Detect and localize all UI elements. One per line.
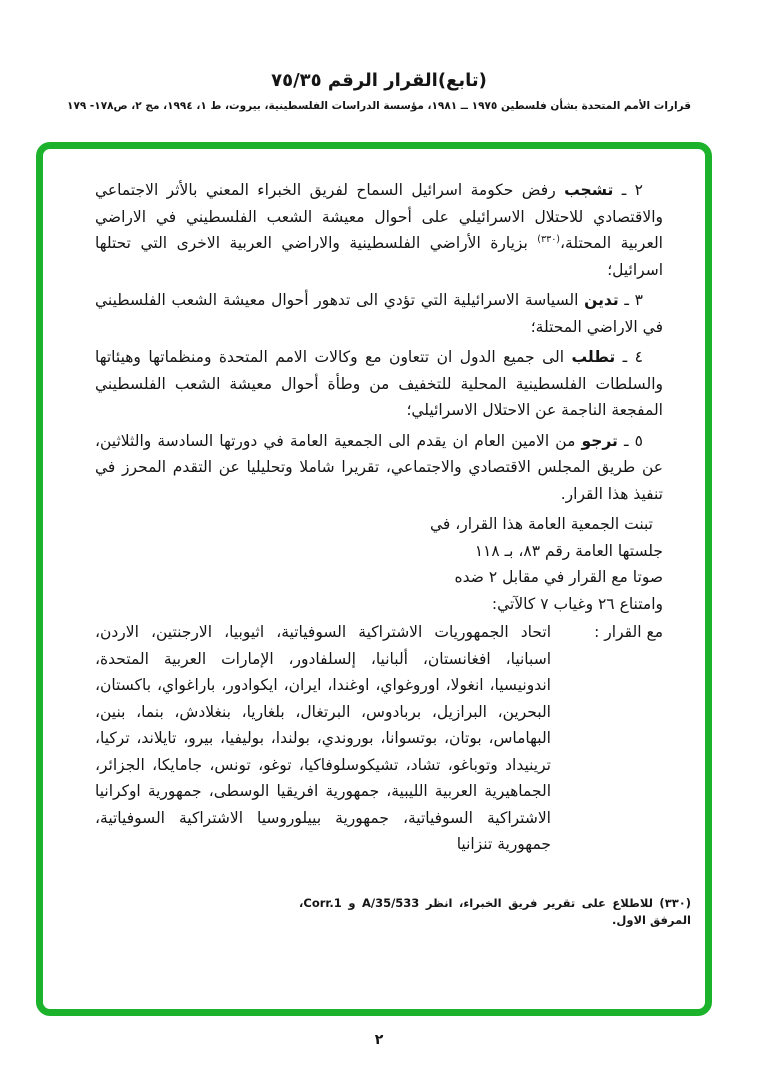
footnote — [299, 895, 691, 929]
clause-3-text: السياسة الاسرائيلية التي تؤدي الى تدهور أحوال معيشة الشعب الفلسطيني في الاراضي المحتلة؛ — [95, 291, 663, 336]
clause-2 — [95, 177, 663, 283]
clause-5-verb: ترجو — [581, 431, 618, 450]
adoption-line: تبنت الجمعية العامة هذا القرار، في — [430, 515, 653, 533]
clause-2-text-after: بزيارة الأراضي الفلسطينية والاراضي العربية الاخرى التي تحتلها اسرائيل؛ — [95, 234, 663, 279]
vote-countries: اتحاد الجمهوريات الاشتراكية السوفياتية، اثيوبيا، الارجنتين، الاردن، اسبانيا، افغانستان، ألبانيا، إلسلفادور، الإمارات العربية المتحدة، اندونيسيا، انغولا، اوروغواي، اوغندا، ايران، ايكوادور، باراغواي، باكستان، البحرين، البرازيل، بربادوس، البرتغال، بلغاريا، بنغلادش، بنما، بنين، البهاماس، بوتان، بوتسوانا، بوروندي، بولندا، بوليفيا، بيرو، تايلاند، تركيا، ترينيداد وتوباغو، تشاد، تشيكوسلوفاكيا، توغو، تونس، جامايكا، الجزائر، الجماهيرية العربية الليبية، جمهورية افريقيا الوسطى، جمهورية اوكرانيا الاشتراكية السوفياتية، جمهورية بييلوروسيا الاشتراكية السوفياتية، جمهورية تنزانيا — [95, 623, 551, 853]
footnote-marker: (٣٣٠) — [659, 896, 692, 910]
vote-label: مع القرار : — [594, 623, 663, 641]
clause-4 — [95, 344, 663, 424]
clause-5-text: من الامين العام ان يقدم الى الجمعية العامة في دورتها السادسة والثلاثين، عن طريق المجلس الاقتصادي والاجتماعي، تقريرا شاملا وتحليليا عن التقدم المحرز في تنفيذ هذا القرار. — [95, 431, 663, 503]
clause-3-verb: تدين — [584, 291, 619, 309]
adoption-note — [363, 511, 663, 617]
source-citation: قرارات الأمم المتحدة بشأن فلسطين ١٩٧٥ ــ ١٩٨١، مؤسسة الدراسات الفلسطينية، بيروت، ط ١، ١٩٩٤، مج ٢، ص١٧٨- ١٧٩ — [67, 100, 691, 112]
clause-2-text: رفض حكومة اسرائيل السماح لفريق الخبراء المعني بالأثر الاجتماعي والاقتصادي للاحتلال الاسرائيلي على أحوال معيشة الشعب الفلسطيني في الاراضي العربية المحتلة، — [95, 181, 663, 252]
vote-record — [95, 619, 663, 858]
clause-3-marker: ٣ ـ — [624, 291, 643, 309]
clause-4-text: الى جميع الدول ان تتعاون مع وكالات الامم المتحدة ومنظماتها وهيئاتها والسلطات الفلسطينية المحلية للتخفيف من وطأة أحوال معيشة الشعب الفلسطيني المفجعة الناجمة عن الاحتلال الاسرائيلي؛ — [95, 348, 663, 419]
adoption-line: صوتا مع القرار في مقابل ٢ ضده — [454, 568, 663, 586]
adoption-line: جلستها العامة رقم ٨٣، بـ ١١٨ — [474, 541, 663, 560]
footnote-ref-330: (٣٣٠) — [537, 233, 561, 245]
clause-5 — [95, 428, 663, 508]
document-header — [0, 70, 758, 112]
clause-4-verb: تطلب — [571, 348, 616, 366]
page-title: (تابع)القرار الرقم ٧٥/٣٥ — [271, 70, 487, 91]
clause-2-marker: ٢ ـ — [621, 181, 643, 199]
clause-2-verb: تشجب — [564, 181, 614, 199]
footnote-text: للاطلاع على تقرير فريق الخبراء، انظر A/35/533 و Corr.1، المرفق الاول. — [299, 896, 691, 927]
clause-4-marker: ٤ ـ — [622, 348, 643, 366]
clause-3 — [95, 287, 663, 340]
adoption-line: وامتناع ٢٦ وغياب ٧ كالآتي: — [491, 594, 663, 613]
page-number: ٢ — [374, 1032, 384, 1048]
clause-5-marker: ٥ ـ — [624, 431, 643, 450]
resolution-body — [43, 149, 705, 858]
green-frame — [36, 142, 712, 1016]
